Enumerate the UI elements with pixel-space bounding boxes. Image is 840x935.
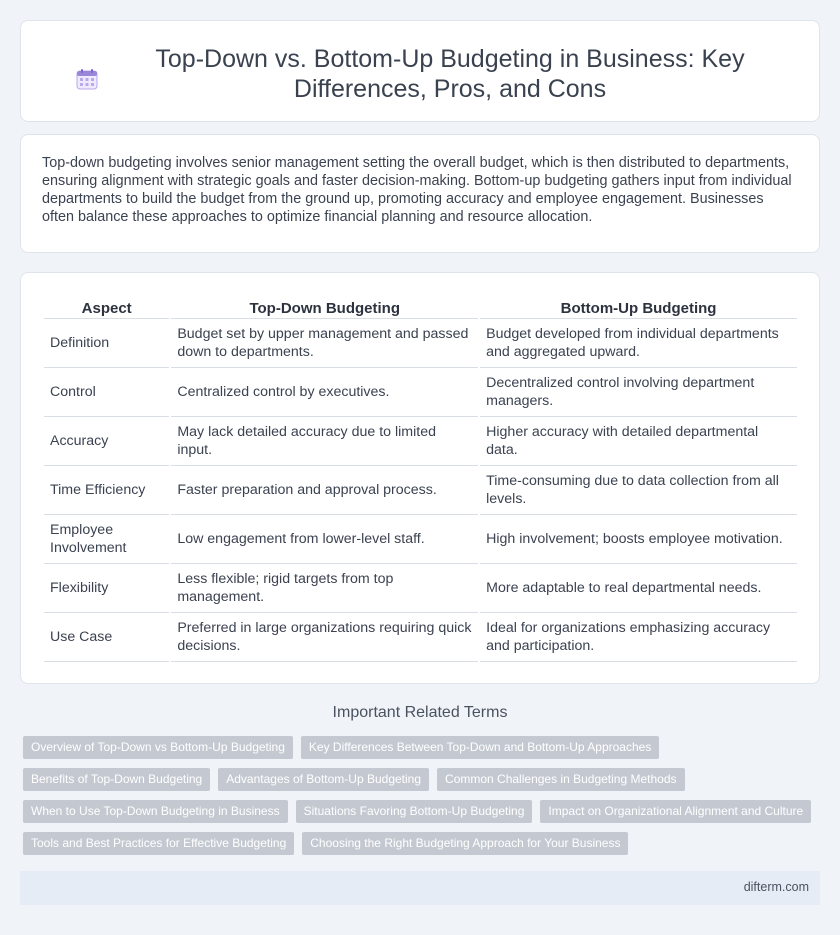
header-top-down: Top-Down Budgeting <box>171 297 478 319</box>
aspect-cell: Definition <box>44 319 169 368</box>
top-down-cell: May lack detailed accuracy due to limited input. <box>171 417 478 466</box>
table-row <box>44 564 797 613</box>
aspect-cell: Flexibility <box>44 564 169 613</box>
related-term-tag[interactable]: Choosing the Right Budgeting Approach for Your Business <box>302 832 628 855</box>
table-row <box>44 368 797 417</box>
related-term-tag[interactable]: Tools and Best Practices for Effective Budgeting <box>23 832 294 855</box>
aspect-cell: Control <box>44 368 169 417</box>
top-down-cell: Faster preparation and approval process. <box>171 466 478 515</box>
comparison-table-card <box>20 272 820 684</box>
top-down-cell: Centralized control by executives. <box>171 368 478 417</box>
top-down-cell: Low engagement from lower-level staff. <box>171 515 478 564</box>
aspect-cell: Time Efficiency <box>44 466 169 515</box>
table-row <box>44 613 797 662</box>
related-terms-list <box>23 736 813 855</box>
footer <box>20 871 820 905</box>
related-term-tag[interactable]: Key Differences Between Top-Down and Bottom-Up Approaches <box>301 736 659 759</box>
related-term-tag[interactable]: When to Use Top-Down Budgeting in Business <box>23 800 288 823</box>
table-row <box>44 466 797 515</box>
related-term-tag[interactable]: Benefits of Top-Down Budgeting <box>23 768 210 791</box>
title-card <box>20 20 820 122</box>
bottom-up-cell: High involvement; boosts employee motivation. <box>480 515 797 564</box>
related-terms-heading: Important Related Terms <box>332 704 508 721</box>
header-aspect: Aspect <box>44 297 169 319</box>
table-row <box>44 319 797 368</box>
summary-card <box>20 134 820 253</box>
top-down-cell: Budget set by upper management and passed down to departments. <box>171 319 478 368</box>
footer-site-name[interactable]: difterm.com <box>743 880 809 894</box>
bottom-up-cell: Decentralized control involving department managers. <box>480 368 797 417</box>
top-down-cell: Preferred in large organizations requiring quick decisions. <box>171 613 478 662</box>
table-row <box>44 417 797 466</box>
bottom-up-cell: More adaptable to real departmental needs. <box>480 564 797 613</box>
aspect-cell: Use Case <box>44 613 169 662</box>
bottom-up-cell: Budget developed from individual departments and aggregated upward. <box>480 319 797 368</box>
top-down-cell: Less flexible; rigid targets from top management. <box>171 564 478 613</box>
related-term-tag[interactable]: Overview of Top-Down vs Bottom-Up Budgeting <box>23 736 293 759</box>
related-term-tag[interactable]: Advantages of Bottom-Up Budgeting <box>218 768 429 791</box>
comparison-table <box>42 297 799 662</box>
table-header-row <box>44 297 797 319</box>
header-bottom-up: Bottom-Up Budgeting <box>480 297 797 319</box>
bottom-up-cell: Time-consuming due to data collection from all levels. <box>480 466 797 515</box>
aspect-cell: Employee Involvement <box>44 515 169 564</box>
page-title: Top-Down vs. Bottom-Up Budgeting in Business: Key Differences, Pros, and Cons <box>155 45 745 103</box>
aspect-cell: Accuracy <box>44 417 169 466</box>
bottom-up-cell: Higher accuracy with detailed departmental data. <box>480 417 797 466</box>
related-term-tag[interactable]: Impact on Organizational Alignment and Culture <box>540 800 811 823</box>
related-term-tag[interactable]: Situations Favoring Bottom-Up Budgeting <box>296 800 533 823</box>
table-row <box>44 515 797 564</box>
summary-text: Top-down budgeting involves senior management setting the overall budget, which is then distributed to departments, ensuring alignment with strategic goals and faster decision-making. Bottom-up budgeting gathers input from individual departments to build the budget from the ground up, promoting accuracy and employee engagement. Businesses often balance these approaches to optimize financial planning and resource allocation. <box>42 155 792 225</box>
related-term-tag[interactable]: Common Challenges in Budgeting Methods <box>437 768 684 791</box>
calendar-icon <box>75 67 99 91</box>
bottom-up-cell: Ideal for organizations emphasizing accuracy and participation. <box>480 613 797 662</box>
